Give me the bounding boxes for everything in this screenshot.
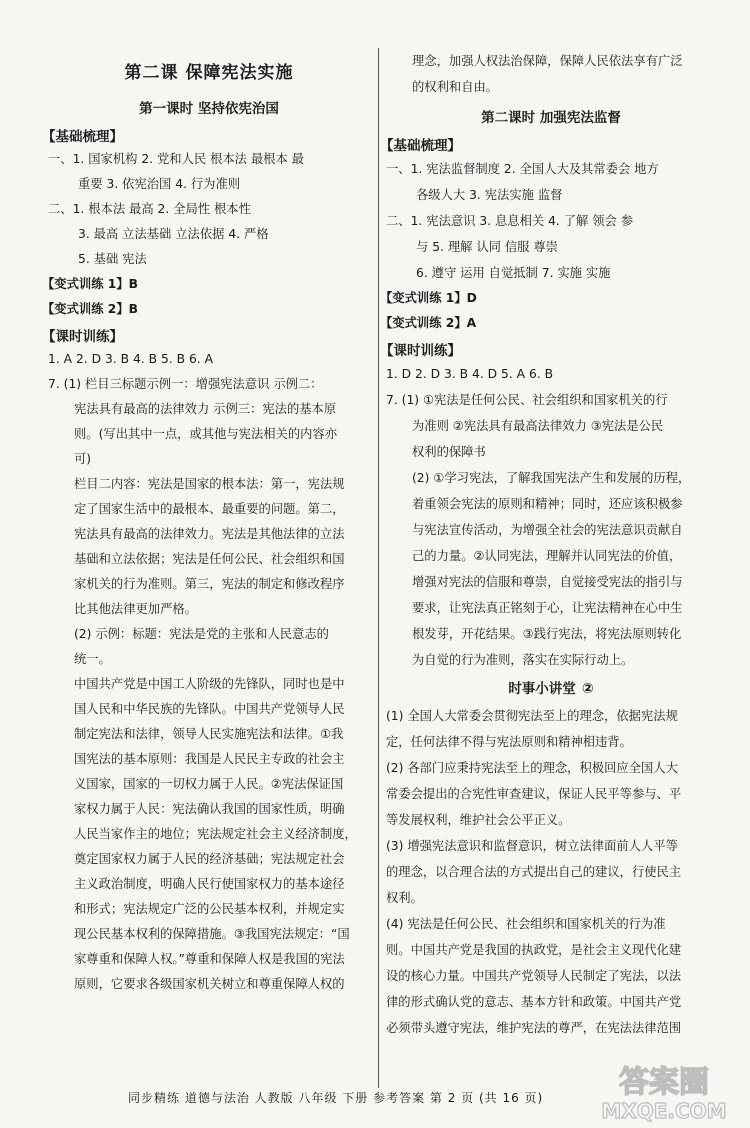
basics-line: 二、1. 根本法 最高 2. 全局性 根本性 (48, 202, 251, 216)
talk-line: 的理念，以合理合法的方式提出自己的建议，行使民主 (386, 865, 682, 879)
answer-line: 宪法具有最高的法律效力。宪法是其他法律的立法 (74, 527, 345, 541)
answer-line: 原则，它要求各级国家机关树立和尊重保障人权的 (74, 977, 345, 991)
answer-line: 为自觉的行为准则，落实在实际行动上。 (412, 653, 634, 667)
answer-line: 和形式；宪法规定广泛的公民基本权利，并规定实 (74, 902, 345, 916)
watermark-logo-top: 答案圈 (619, 1065, 709, 1100)
basics-line: 二、1. 宪法意识 3. 息息相关 4. 了解 领会 参 (386, 214, 634, 228)
answer-line: 现公民基本权利的保障措施。③我国宪法规定：“国 (74, 927, 350, 941)
answer-line: 7. (1) ①宪法是任何公民、社会组织和国家机关的行 (386, 393, 668, 407)
talk-line: 等发展权利，维护社会公平正义。 (386, 813, 571, 827)
answer-line: 奠定国家权力属于人民的经济基础；宪法规定社会 (74, 852, 345, 866)
variant-training-2: 【变式训练 2】A (380, 316, 477, 330)
watermark-logo (594, 1058, 734, 1124)
answer-line: 义国家，国家的一切权力属于人民。②宪法保证国 (74, 777, 344, 791)
current-affairs-label: 时事小讲堂 (508, 681, 576, 697)
answer-line: 制定宪法和法律，领导人民实施宪法和法律。①我 (74, 727, 344, 741)
talk-line: 律的形式确认党的意志、基本方针和政策。中国共产党 (386, 995, 682, 1009)
answer-line: 己的力量。②认同宪法，理解并认同宪法的价值， (412, 549, 682, 563)
answer-line: 基础和立法依据；宪法是任何公民、社会组织和国 (74, 552, 345, 566)
answer-line: 与宪法宣传活动，为增强全社会的宪法意识贡献自 (412, 523, 683, 537)
training-heading: 【课时训练】 (380, 343, 461, 359)
answer-line: (2) 示例：标题：宪法是党的主张和人民意志的 (74, 627, 329, 641)
choice-answers: 1. A 2. D 3. B 4. B 5. B 6. A (48, 352, 213, 366)
talk-line: 定，任何法律不得与宪法原则和精神相违背。 (386, 735, 632, 749)
basics-line: 一、1. 宪法监督制度 2. 全国人大及其常委会 地方 (386, 162, 659, 176)
answer-line: 可) (74, 452, 92, 466)
column-divider (378, 48, 379, 1088)
talk-line: 权利。 (386, 891, 423, 905)
period-title-2: 第二课时 加强宪法监督 (481, 110, 621, 126)
answer-line: 比其他法律更加严格。 (74, 602, 197, 616)
talk-line: 则。中国共产党是我国的执政党，是社会主义现代化建 (386, 943, 682, 957)
watermark-logo-bottom: MXQE.COM (601, 1099, 727, 1123)
answer-line: 根发芽，开花结果。③践行宪法，将宪法原则转化 (412, 627, 682, 641)
answer-line: (2) ①学习宪法，了解我国宪法产生和发展的历程， (412, 471, 691, 485)
answer-line: 家尊重和保障人权。”尊重和保障人权是我国的宪法 (74, 952, 345, 966)
basics-heading: 【基础梳理】 (42, 129, 123, 145)
talk-line: (4) 宪法是任何公民、社会组织和国家机关的行为准 (386, 917, 666, 931)
answer-line: 为准则 ②宪法具有最高法律效力 ③宪法是公民 (412, 419, 664, 433)
answer-line: 家权力属于人民：宪法确认我国的国家性质，明确 (74, 802, 345, 816)
answer-line: 国宪法的基本原则：我国是人民民主专政的社会主 (74, 752, 345, 766)
answer-line: 统一。 (74, 652, 111, 666)
answer-line: 人民当家作主的地位；宪法规定社会主义经济制度， (74, 827, 357, 841)
answer-line: 要求，让宪法真正铭刻于心，让宪法精神在心中生 (412, 601, 683, 615)
talk-line: (1) 全国人大常委会贯彻宪法至上的理念，依据宪法规 (386, 709, 678, 723)
current-affairs-title (386, 677, 716, 697)
period-title-1: 第一课时 坚持依宪治国 (139, 101, 279, 117)
lesson-title: 第二课 保障宪法实施 (124, 63, 294, 83)
continued-line: 理念，加强人权法治保障，保障人民依法享有广泛 (412, 54, 683, 68)
answer-line: 家机关的行为准则。第三，宪法的制定和修改程序 (74, 577, 345, 591)
basics-line: 3. 最高 立法基础 立法依据 4. 严格 (78, 227, 269, 241)
page-footer: 同步精练 道德与法治 人教版 八年级 下册 参考答案 第 2 页 (共 16 页) (128, 1091, 544, 1105)
variant-training-1: 【变式训练 1】D (380, 291, 477, 305)
continued-line: 的权利和自由。 (412, 80, 499, 94)
basics-line: 一、1. 国家机构 2. 党和人民 根本法 最根本 最 (48, 152, 304, 166)
answer-line: 国人民和中华民族的先锋队。中国共产党领导人民 (74, 702, 345, 716)
choice-answers: 1. D 2. D 3. B 4. D 5. A 6. B (386, 367, 554, 381)
talk-line: (2) 各部门应秉持宪法至上的理念，积极回应全国人大 (386, 761, 678, 775)
talk-line: 常委会提出的合宪性审查建议，保证人民平等参与、平 (386, 787, 682, 801)
answer-line: 增强对宪法的信服和尊崇，自觉接受宪法的指引与 (412, 575, 683, 589)
answer-line: 权利的保障书 (412, 445, 486, 459)
talk-line: 必须带头遵守宪法，维护宪法的尊严，在宪法法律范围 (386, 1021, 682, 1035)
basics-line: 5. 基础 宪法 (78, 252, 147, 266)
answer-line: 7. (1) 栏目三标题示例一：增强宪法意识 示例二： (48, 377, 323, 391)
training-heading: 【课时训练】 (42, 329, 123, 345)
answer-line: 着重领会宪法的原则和精神；同时，还应该积极参 (412, 497, 683, 511)
basics-heading: 【基础梳理】 (380, 138, 461, 154)
basics-line: 与 5. 理解 认同 信服 尊崇 (416, 240, 558, 254)
basics-line: 各级人大 3. 宪法实施 监督 (416, 188, 563, 202)
answer-line: 宪法具有最高的法律效力 示例三：宪法的基本原 (74, 402, 337, 416)
current-affairs-number: ② (581, 681, 594, 697)
answer-line: 定了国家生活中的最根本、最重要的问题。第二， (74, 502, 345, 516)
answer-line: 则。(写出其中一点，或其他与宪法相关的内容亦 (74, 427, 338, 441)
basics-line: 重要 3. 依宪治国 4. 行为准则 (78, 177, 241, 191)
answer-line: 栏目二内容：宪法是国家的根本法：第一，宪法规 (74, 477, 345, 491)
talk-line: 设的核心力量。中国共产党领导人民制定了宪法，以法 (386, 969, 682, 983)
basics-line: 6. 遵守 运用 自觉抵制 7. 实施 实施 (416, 266, 611, 280)
answer-line: 主义政治制度，明确人民行使国家权力的基本途径 (74, 877, 345, 891)
right-column (380, 48, 716, 1041)
left-column (42, 48, 370, 997)
variant-training-2: 【变式训练 2】B (42, 302, 138, 316)
variant-training-1: 【变式训练 1】B (42, 277, 138, 291)
answer-line: 中国共产党是中国工人阶级的先锋队，同时也是中 (74, 677, 345, 691)
talk-line: (3) 增强宪法意识和监督意识，树立法律面前人人平等 (386, 839, 678, 853)
